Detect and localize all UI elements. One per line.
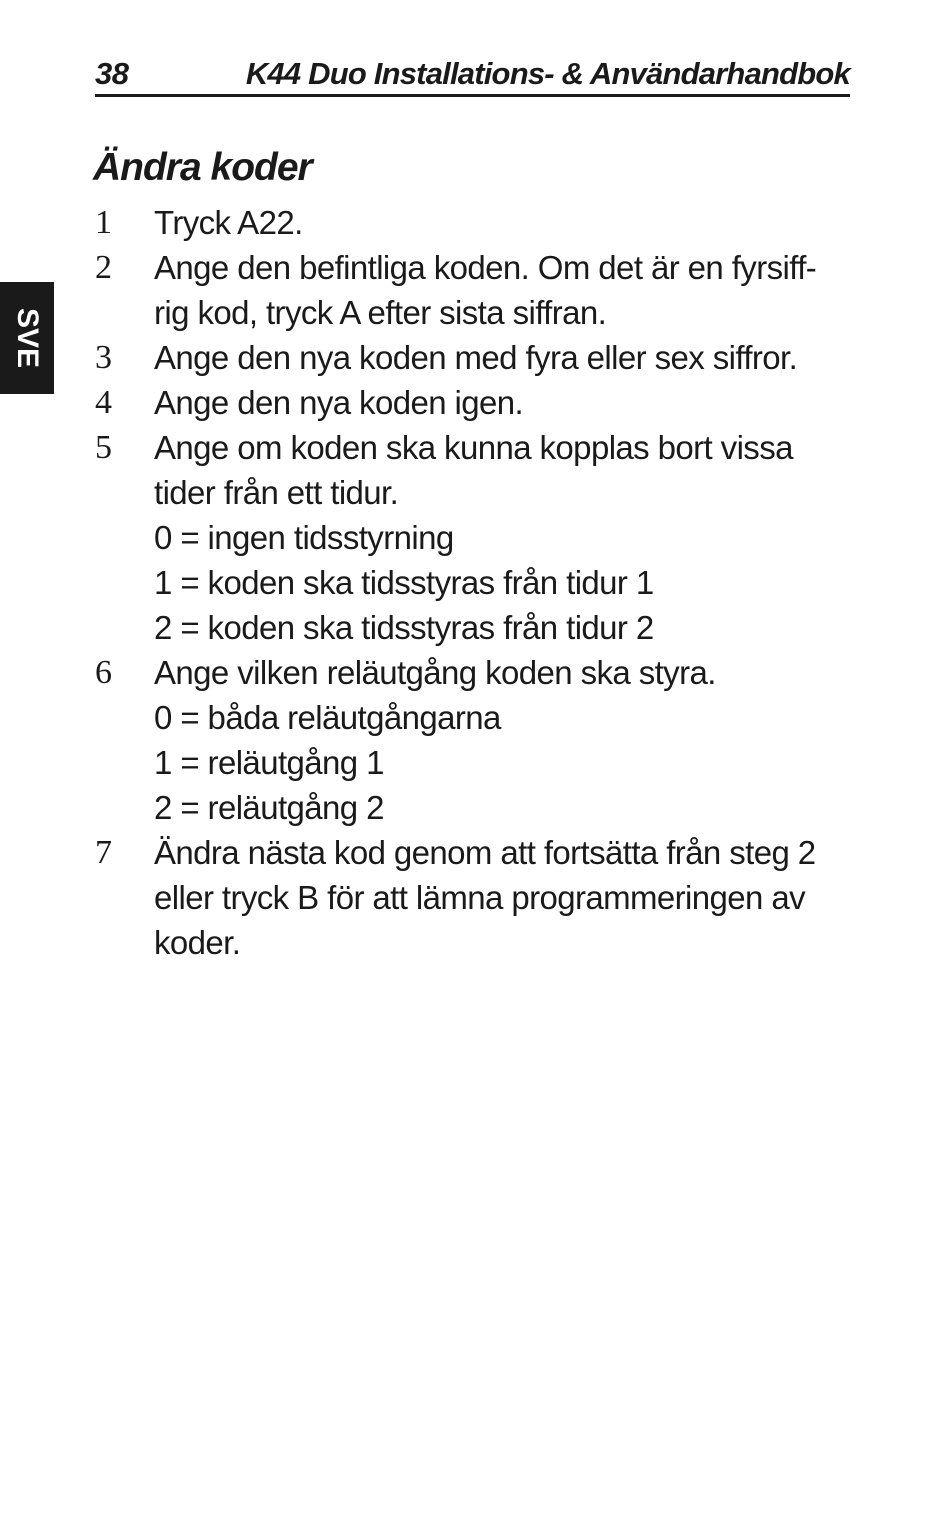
step-text-line: Ange om koden ska kunna kopplas bort vissa (154, 429, 793, 466)
step-text-line: eller tryck B för att lämna programmeringen av (154, 879, 805, 916)
step-text: Ange vilken reläutgång koden ska styra. (154, 654, 716, 691)
step-number: 6 (95, 654, 112, 691)
step-5 (95, 425, 855, 650)
step-2 (95, 245, 855, 335)
language-tab (0, 282, 54, 394)
step-text-line: koder. (154, 924, 241, 961)
step-option: 0 = båda reläutgångarna (154, 699, 501, 736)
step-option: 1 = reläutgång 1 (154, 744, 384, 781)
step-text-line: tider från ett tidur. (154, 474, 399, 511)
step-3 (95, 335, 855, 380)
step-text-line: rig kod, tryck A efter sista siffran. (154, 294, 607, 331)
step-option: 2 = koden ska tidsstyras från tidur 2 (154, 609, 654, 646)
step-body (154, 425, 855, 650)
step-text: Ange den nya koden med fyra eller sex siffror. (154, 339, 798, 376)
running-title: K44 Duo Installations- & Användarhandbok (245, 56, 850, 91)
step-option: 0 = ingen tidsstyrning (154, 519, 454, 556)
step-option: 1 = koden ska tidsstyras från tidur 1 (154, 564, 654, 601)
step-number: 4 (95, 384, 112, 421)
step-number: 2 (95, 249, 112, 286)
step-text-line: Ange den befintliga koden. Om det är en fyrsiff- (154, 249, 817, 286)
step-number: 5 (95, 429, 112, 466)
step-body (154, 830, 855, 965)
step-text-line: Ändra nästa kod genom att fortsätta från steg 2 (154, 834, 816, 871)
page-number: 38 (95, 56, 129, 91)
step-body (154, 335, 855, 380)
step-number: 3 (95, 339, 112, 376)
step-body (154, 650, 855, 830)
step-body (154, 380, 855, 425)
step-body (154, 200, 855, 245)
step-4 (95, 380, 855, 425)
section-heading: Ändra koder (93, 146, 312, 189)
step-number: 7 (95, 834, 112, 871)
step-option: 2 = reläutgång 2 (154, 789, 384, 826)
step-6 (95, 650, 855, 830)
step-text: Ange den nya koden igen. (154, 384, 524, 421)
language-tab-label: SVE (11, 307, 44, 369)
instruction-steps (95, 200, 855, 965)
step-number: 1 (95, 204, 112, 241)
page-header (95, 52, 850, 97)
step-1 (95, 200, 855, 245)
step-body (154, 245, 855, 335)
step-7 (95, 830, 855, 965)
step-text: Tryck A22. (154, 204, 303, 241)
